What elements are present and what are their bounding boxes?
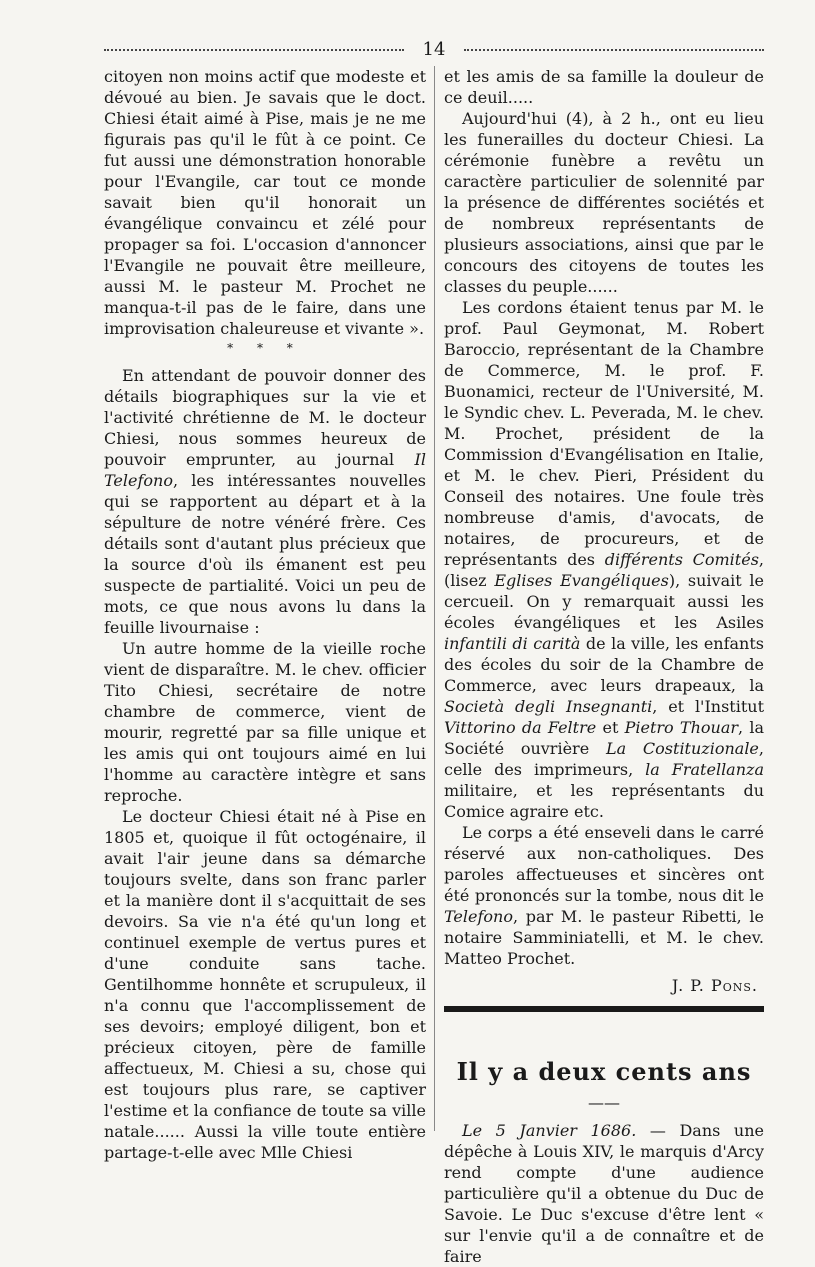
paragraph: En attendant de pouvoir donner des détails biographiques sur la vie et l'activité chrétienne de M. le docteur Chiesi, nous sommes heureux de pouvoir emprunter, au journal Il Telefono, les intéressantes nouvelles qui se rapportent au départ et à la sépulture de notre vénéré frère. Ces détails sont d'autant plus précieux que la source d'où ils émanent est peu suspecte de partialité. Voici un peu de mots, ce que nous avons lu dans la feuille livournaise :: [104, 366, 426, 637]
left-column: [104, 66, 426, 1163]
dated-entry: Le 5 Janvier 1686.: [462, 1121, 637, 1140]
paragraph: Le 5 Janvier 1686. — Dans une dépêche à Louis XIV, le marquis d'Arcy rend compte d'une audience particulière qu'il a obtenue du Duc de Savoie. Le Duc s'excuse d'être lent « sur l'envie qu'il a de connaître et de faire: [444, 1121, 764, 1266]
right-column: [444, 66, 764, 1267]
header-rule-right: [464, 49, 764, 51]
column-divider: [434, 66, 435, 1131]
paragraph: Les cordons étaient tenus par M. le prof. Paul Geymonat, M. Robert Baroccio, représentant de la Chambre de Commerce, M. le prof. F. Buonamici, recteur de l'Université, M. le Syndic chev. L. Peverada, M. le chev. M. Prochet, président de la Commission d'Evangélisation en Italie, et M. le chev. Pieri, Président du Conseil des notaires. Une foule très nombreuse d'amis, d'avocats, de notaires, de procureurs, et de représentants des différents Comités, (lisez Eglises Evangéliques), suivait le cercueil. On y remarquait aussi les écoles évangéliques et les Asiles infantili di carità de la ville, les enfants des écoles du soir de la Chambre de Commerce, avec leurs drapeaux, la Società degli Insegnanti, et l'Institut Vittorino da Feltre et Pietro Thouar, la Société ouvrière La Costituzionale, celle des imprimeurs, la Fratellanza militaire, et les représentants du Comice agraire etc.: [444, 298, 765, 821]
header-rule-left: [104, 49, 404, 51]
section-separator-stars: * * *: [227, 341, 303, 355]
page-number: 14: [422, 39, 446, 60]
paragraph: Le docteur Chiesi était né à Pise en 1805 et, quoique il fût octogénaire, il avait l'air jeune dans sa démarche toujours svelte, dans son franc parler et la manière dont il s'acquittait de ses devoirs. Sa vie n'a été qu'un long et continuel exemple de vertus pures et d'une conduite sans tache. Gentilhomme honnête et scrupuleux, il n'a connu que l'accomplissement de ses devoirs; employé diligent, bon et précieux citoyen, père de famille affectueux, M. Chiesi a su, chose qui est toujours plus rare, se captiver l'estime et la confiance de toute sa ville natale...... Aussi la ville toute entière partage-t-elle avec Mlle Chiesi: [104, 807, 426, 1162]
paragraph: Un autre homme de la vieille roche vient de disparaître. M. le chev. officier Tito Chiesi, secrétaire de notre chambre de commerce, vient de mourir, regretté par sa fille unique et les amis qui ont toujours aimé en lui l'homme au caractère intègre et sans reproche.: [104, 639, 426, 805]
section-title: Il y a deux cents ans: [456, 1057, 752, 1086]
author-signature: J. P. Pons.: [671, 976, 758, 995]
paragraph: et les amis de sa famille la douleur de ce deuil.....: [444, 67, 764, 107]
section-rule: [444, 1006, 764, 1012]
paragraph: Aujourd'hui (4), à 2 h., ont eu lieu les funerailles du docteur Chiesi. La cérémonie funèbre a revêtu un caractère particulier de solennité par la présence de différentes sociétés et de nombreux représentants de plusieurs associations, ainsi que par le concours des citoyens de toutes les classes du peuple......: [444, 109, 764, 296]
paragraph: Le corps a été enseveli dans le carré réservé aux non-catholiques. Des paroles affectueuses et sincères ont été prononcés sur la tombe, nous dit le Telefono, par M. le pasteur Ribetti, le notaire Samminiatelli, et M. le chev. Matteo Prochet.: [444, 823, 764, 968]
journal-title: Il Telefono: [104, 450, 426, 490]
section-dash: ——: [588, 1093, 620, 1112]
paragraph: citoyen non moins actif que modeste et dévoué au bien. Je savais que le doct. Chiesi était aimé à Pise, mais je ne me figurais pas qu'il le fût à ce point. Ce fut aussi une démonstration honorable pour l'Evangile, car tout ce monde savait bien qu'il honorait un évangélique convaincu et zélé pour propager sa foi. L'occasion d'annoncer l'Evangile ne pouvait être meilleure, aussi M. le pasteur M. Prochet ne manqua-t-il pas de le faire, dans une improvisation chaleureuse et vivante ».: [104, 67, 426, 338]
page-header: [104, 40, 764, 60]
